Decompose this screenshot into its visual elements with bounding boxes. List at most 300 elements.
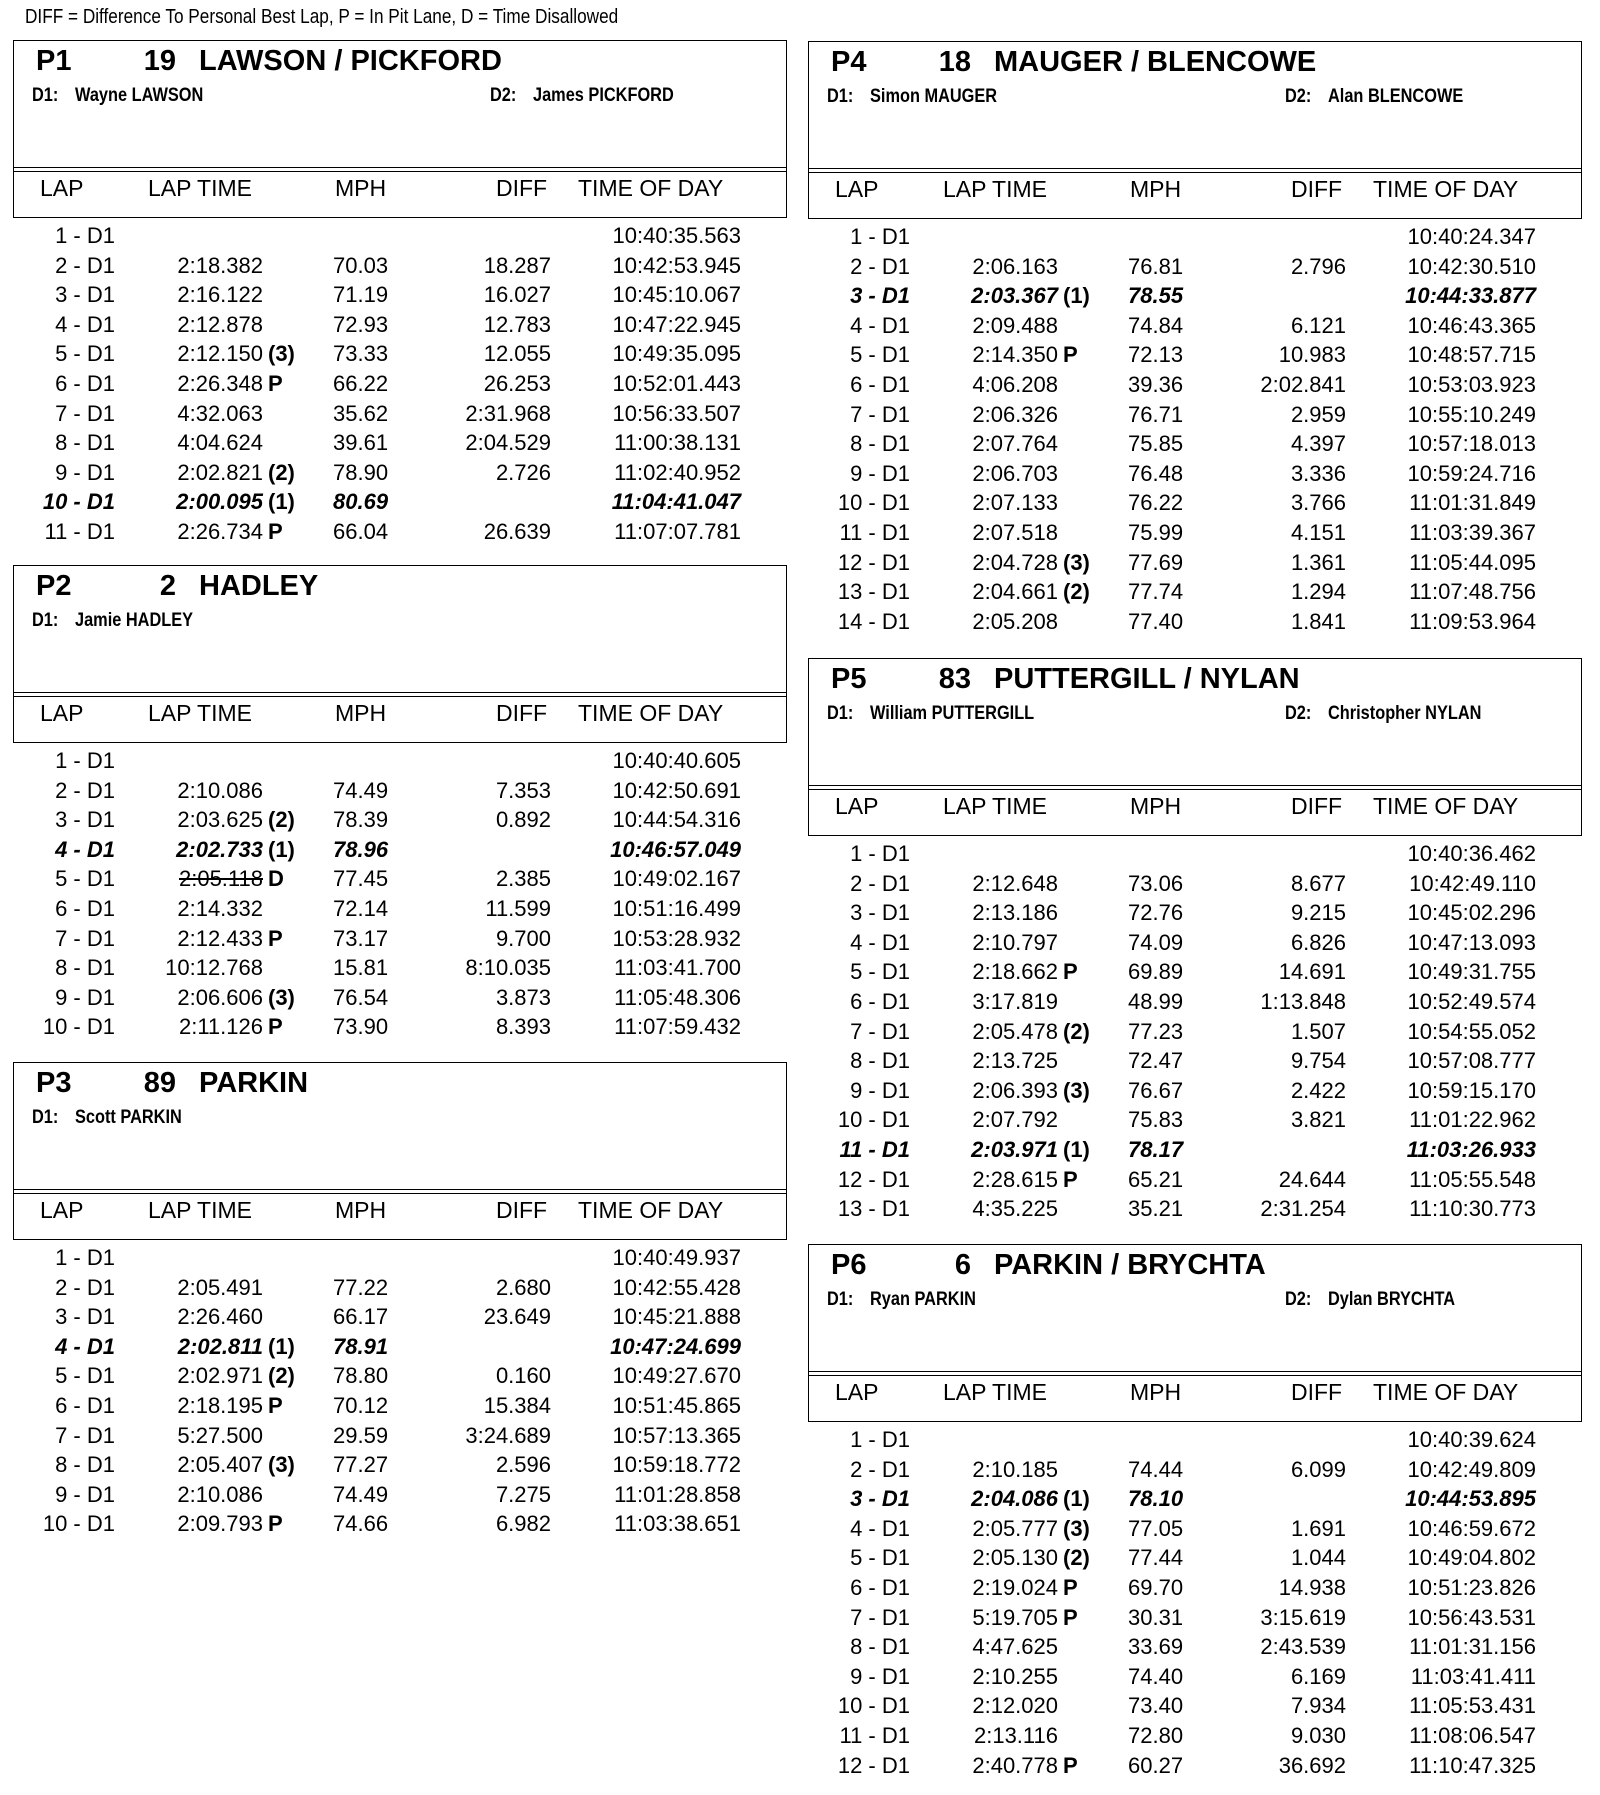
lap-number: 5 - D1 bbox=[55, 1363, 115, 1389]
lap-row bbox=[808, 928, 1582, 958]
lap-number: 12 - D1 bbox=[837, 1166, 910, 1192]
lap-mph: 72.13 bbox=[1128, 342, 1184, 368]
lap-time: 2:18.662 bbox=[972, 959, 1058, 985]
lap-time-of-day: 11:01:31.156 bbox=[1409, 1634, 1536, 1660]
lap-mph: 72.76 bbox=[1128, 900, 1184, 926]
lap-time-of-day: 10:40:40.605 bbox=[612, 748, 741, 773]
lap-mph: 33.69 bbox=[1128, 1634, 1184, 1660]
lap-diff: 4.397 bbox=[1290, 431, 1346, 457]
driver-2 bbox=[490, 85, 674, 107]
lap-mph: 73.40 bbox=[1128, 1693, 1184, 1719]
lap-row bbox=[13, 458, 787, 488]
lap-marker: P bbox=[1063, 1604, 1078, 1630]
lap-marker: P bbox=[1063, 1574, 1078, 1600]
driver-1 bbox=[827, 86, 997, 108]
lap-mph: 80.69 bbox=[333, 489, 389, 515]
lap-number: 8 - D1 bbox=[850, 431, 910, 457]
lap-time-of-day: 10:56:43.531 bbox=[1407, 1604, 1536, 1630]
lap-time: 2:19.024 bbox=[972, 1574, 1058, 1600]
lap-mph: 73.90 bbox=[333, 1014, 389, 1040]
lap-time-of-day: 10:48:57.715 bbox=[1407, 342, 1536, 368]
lap-diff: 8:10.035 bbox=[465, 955, 551, 981]
lap-time: 2:04.661 bbox=[972, 579, 1058, 605]
panel-header bbox=[808, 658, 1582, 836]
lap-mph: 77.23 bbox=[1128, 1018, 1184, 1044]
lap-number: 6 - D1 bbox=[850, 988, 910, 1014]
lap-number: 6 - D1 bbox=[55, 895, 115, 921]
lap-mph: 48.99 bbox=[1128, 988, 1184, 1014]
lap-mph: 30.31 bbox=[1128, 1604, 1184, 1630]
lap-diff: 1.044 bbox=[1290, 1545, 1346, 1571]
lap-time: 2:10.797 bbox=[972, 929, 1058, 955]
lap-diff: 2.959 bbox=[1290, 401, 1346, 427]
lap-table bbox=[808, 222, 1582, 636]
lap-marker: (3) bbox=[1063, 549, 1090, 575]
lap-diff: 3.336 bbox=[1290, 460, 1346, 486]
lap-marker: (1) bbox=[1063, 283, 1090, 309]
lap-number: 2 - D1 bbox=[55, 252, 115, 278]
lap-time-of-day: 10:42:50.691 bbox=[612, 777, 741, 803]
col-header-time-of-day: TIME OF DAY bbox=[578, 700, 724, 726]
lap-number: 5 - D1 bbox=[850, 959, 910, 985]
lap-row bbox=[808, 869, 1582, 899]
lap-diff: 2.726 bbox=[495, 459, 551, 485]
lap-mph: 66.04 bbox=[333, 518, 389, 544]
lap-number: 3 - D1 bbox=[55, 807, 115, 833]
panel-header bbox=[13, 40, 787, 218]
lap-diff: 1.294 bbox=[1290, 579, 1346, 605]
lap-number: 9 - D1 bbox=[55, 984, 115, 1010]
lap-time: 10:12.768 bbox=[165, 955, 263, 981]
lap-diff: 26.639 bbox=[483, 518, 551, 544]
lap-row bbox=[13, 864, 787, 894]
lap-row bbox=[808, 957, 1582, 987]
lap-number: 13 - D1 bbox=[837, 579, 910, 605]
lap-mph: 72.14 bbox=[333, 895, 389, 921]
lap-number: 7 - D1 bbox=[850, 401, 910, 427]
lap-time-of-day: 10:55:10.249 bbox=[1407, 401, 1536, 427]
lap-time: 3:17.819 bbox=[972, 988, 1058, 1014]
lap-time-of-day: 10:53:03.923 bbox=[1407, 371, 1536, 397]
lap-time: 5:27.500 bbox=[177, 1422, 263, 1448]
lap-number: 4 - D1 bbox=[55, 836, 115, 862]
lap-mph: 78.10 bbox=[1128, 1486, 1184, 1512]
lap-mph: 69.70 bbox=[1128, 1574, 1184, 1600]
lap-time-of-day: 10:46:59.672 bbox=[1407, 1515, 1536, 1541]
lap-diff: 2.680 bbox=[495, 1274, 551, 1300]
finishing-position: P1 bbox=[36, 45, 72, 77]
col-header-time-of-day: TIME OF DAY bbox=[1373, 176, 1519, 202]
lap-time-of-day: 11:03:38.651 bbox=[614, 1511, 741, 1537]
lap-time-of-day: 11:04:41.047 bbox=[611, 489, 741, 515]
lap-marker: P bbox=[1063, 342, 1078, 368]
lap-row bbox=[808, 1543, 1582, 1573]
lap-diff: 2.422 bbox=[1290, 1077, 1346, 1103]
lap-time: 2:12.150 bbox=[177, 341, 263, 367]
lap-number: 11 - D1 bbox=[839, 1136, 910, 1162]
lap-time-of-day: 10:40:36.462 bbox=[1407, 841, 1536, 866]
col-header-mph: MPH bbox=[1130, 1379, 1182, 1405]
lap-row bbox=[13, 835, 787, 865]
driver-1 bbox=[827, 703, 1034, 725]
lap-diff: 3:15.619 bbox=[1260, 1604, 1346, 1630]
lap-row bbox=[808, 281, 1582, 311]
col-header-lap-time: LAP TIME bbox=[148, 175, 252, 201]
lap-number: 9 - D1 bbox=[55, 459, 115, 485]
lap-time: 2:06.703 bbox=[972, 460, 1058, 486]
lap-time: 2:06.606 bbox=[177, 984, 263, 1010]
col-header-diff: DIFF bbox=[496, 1197, 548, 1223]
lap-mph: 77.69 bbox=[1128, 549, 1184, 575]
lap-time-of-day: 10:42:30.510 bbox=[1407, 253, 1536, 279]
lap-marker: (1) bbox=[268, 836, 295, 862]
lap-time: 2:06.326 bbox=[972, 401, 1058, 427]
lap-marker: (2) bbox=[268, 459, 295, 485]
lap-diff: 6.982 bbox=[495, 1511, 551, 1537]
lap-time: 2:05.491 bbox=[177, 1274, 263, 1300]
lap-number: 6 - D1 bbox=[55, 1392, 115, 1418]
lap-marker: (2) bbox=[1063, 579, 1090, 605]
finishing-position: P4 bbox=[831, 46, 867, 78]
lap-time-of-day: 10:44:53.895 bbox=[1405, 1486, 1536, 1512]
lap-number: 4 - D1 bbox=[850, 312, 910, 338]
lap-diff: 15.384 bbox=[483, 1392, 551, 1418]
lap-row bbox=[13, 428, 787, 458]
header-divider bbox=[14, 1189, 786, 1194]
lap-time-of-day: 10:47:24.699 bbox=[610, 1333, 741, 1359]
lap-time-of-day: 10:57:18.013 bbox=[1407, 431, 1536, 457]
col-header-time-of-day: TIME OF DAY bbox=[1373, 793, 1519, 819]
lap-time-of-day: 10:53:28.932 bbox=[612, 925, 741, 951]
lap-diff: 9.754 bbox=[1290, 1048, 1346, 1074]
lap-time-of-day: 10:52:01.443 bbox=[612, 370, 741, 396]
lap-row bbox=[13, 983, 787, 1013]
lap-row bbox=[808, 1721, 1582, 1751]
col-header-lap: LAP bbox=[40, 700, 84, 726]
lap-number: 9 - D1 bbox=[850, 1077, 910, 1103]
col-header-mph: MPH bbox=[335, 700, 387, 726]
lap-diff: 1.691 bbox=[1290, 1515, 1346, 1541]
col-header-lap-time: LAP TIME bbox=[148, 1197, 252, 1223]
driver-1-label: D1: bbox=[32, 610, 59, 631]
car-number: 83 bbox=[938, 663, 971, 695]
lap-row bbox=[808, 518, 1582, 548]
driver-1-label: D1: bbox=[827, 1289, 854, 1310]
lap-number: 7 - D1 bbox=[55, 400, 115, 426]
lap-number: 1 - D1 bbox=[850, 224, 910, 249]
lap-time: 2:40.778 bbox=[972, 1752, 1058, 1778]
lap-time: 2:09.488 bbox=[972, 312, 1058, 338]
lap-table bbox=[13, 1243, 787, 1539]
lap-time: 2:03.971 bbox=[971, 1136, 1058, 1162]
lap-row bbox=[808, 252, 1582, 282]
lap-number: 3 - D1 bbox=[55, 1304, 115, 1330]
lap-mph: 66.17 bbox=[333, 1304, 389, 1330]
lap-number: 2 - D1 bbox=[55, 777, 115, 803]
lap-marker: (2) bbox=[268, 807, 295, 833]
lap-time-of-day: 10:40:35.563 bbox=[612, 223, 741, 248]
lap-time-of-day: 10:51:23.826 bbox=[1407, 1574, 1536, 1600]
panel-header bbox=[13, 565, 787, 743]
panel-header bbox=[13, 1062, 787, 1240]
lap-number: 11 - D1 bbox=[839, 1722, 910, 1748]
lap-time-of-day: 10:45:10.067 bbox=[612, 282, 741, 308]
lap-marker: (1) bbox=[1063, 1136, 1090, 1162]
finishing-position: P6 bbox=[831, 1249, 867, 1281]
lap-row bbox=[13, 399, 787, 429]
lap-time: 2:18.382 bbox=[177, 252, 263, 278]
lap-time: 2:05.478 bbox=[972, 1018, 1058, 1044]
lap-mph: 70.12 bbox=[333, 1392, 389, 1418]
driver-1 bbox=[32, 85, 203, 107]
lap-mph: 74.40 bbox=[1128, 1663, 1184, 1689]
lap-diff: 2.385 bbox=[495, 866, 551, 892]
lap-time-of-day: 11:10:47.325 bbox=[1409, 1752, 1536, 1778]
lap-diff: 2:31.968 bbox=[465, 400, 551, 426]
lap-time-of-day: 11:03:39.367 bbox=[1409, 519, 1536, 545]
lap-mph: 74.49 bbox=[333, 777, 389, 803]
lap-row bbox=[13, 1509, 787, 1539]
lap-time-of-day: 11:07:48.756 bbox=[1409, 579, 1536, 605]
lap-number: 2 - D1 bbox=[850, 870, 910, 896]
lap-diff: 7.934 bbox=[1290, 1693, 1346, 1719]
lap-time: 4:32.063 bbox=[177, 400, 263, 426]
lap-row bbox=[13, 1480, 787, 1510]
finishing-position: P3 bbox=[36, 1067, 72, 1099]
lap-time: 2:14.350 bbox=[972, 342, 1058, 368]
driver-2 bbox=[1285, 86, 1463, 108]
lap-number: 3 - D1 bbox=[850, 1486, 910, 1512]
lap-time-of-day: 11:01:28.858 bbox=[614, 1481, 741, 1507]
lap-time: 2:16.122 bbox=[177, 282, 263, 308]
lap-mph: 78.55 bbox=[1128, 283, 1184, 309]
lap-time-of-day: 10:42:49.110 bbox=[1409, 870, 1536, 896]
lap-time: 2:13.725 bbox=[972, 1048, 1058, 1074]
car-number: 89 bbox=[143, 1067, 176, 1099]
driver-1-name: Wayne LAWSON bbox=[75, 85, 204, 106]
team-name: HADLEY bbox=[199, 570, 319, 602]
lap-marker: P bbox=[268, 370, 283, 396]
driver-2 bbox=[490, 610, 533, 632]
lap-mph: 76.22 bbox=[1128, 490, 1184, 516]
lap-row bbox=[808, 311, 1582, 341]
lap-diff: 12.055 bbox=[483, 341, 551, 367]
lap-row bbox=[13, 776, 787, 806]
lap-number: 5 - D1 bbox=[55, 341, 115, 367]
lap-number: 2 - D1 bbox=[850, 1456, 910, 1482]
lap-diff: 26.253 bbox=[483, 370, 551, 396]
lap-time: 2:06.163 bbox=[972, 253, 1058, 279]
lap-diff: 2:04.529 bbox=[465, 430, 551, 456]
lap-time: 2:26.734 bbox=[177, 518, 263, 544]
lap-marker: D bbox=[268, 866, 284, 892]
lap-mph: 76.67 bbox=[1128, 1077, 1184, 1103]
lap-time: 2:12.878 bbox=[177, 311, 263, 337]
lap-diff: 2:02.841 bbox=[1260, 371, 1346, 397]
lap-row bbox=[13, 251, 787, 281]
col-header-lap: LAP bbox=[40, 1197, 84, 1223]
lap-number: 7 - D1 bbox=[55, 925, 115, 951]
lap-row bbox=[808, 1165, 1582, 1195]
lap-number: 6 - D1 bbox=[850, 371, 910, 397]
lap-time-of-day: 10:49:31.755 bbox=[1407, 959, 1536, 985]
lap-mph: 66.22 bbox=[333, 370, 389, 396]
lap-mph: 78.91 bbox=[333, 1333, 389, 1359]
lap-marker: (3) bbox=[1063, 1077, 1090, 1103]
lap-row bbox=[808, 1514, 1582, 1544]
lap-time-of-day: 10:46:43.365 bbox=[1407, 312, 1536, 338]
lap-mph: 73.06 bbox=[1128, 870, 1184, 896]
lap-number: 10 - D1 bbox=[837, 490, 910, 516]
lap-diff: 1.361 bbox=[1290, 549, 1346, 575]
lap-time: 2:05.118 bbox=[178, 866, 263, 892]
lap-row bbox=[808, 1425, 1582, 1455]
lap-time: 4:06.208 bbox=[972, 371, 1058, 397]
driver-2 bbox=[1285, 703, 1481, 725]
driver-1-name: Scott PARKIN bbox=[75, 1107, 182, 1128]
driver-2 bbox=[490, 1107, 533, 1129]
lap-time-of-day: 10:45:02.296 bbox=[1407, 900, 1536, 926]
driver-2-label: D2: bbox=[490, 85, 517, 106]
lap-time: 2:13.186 bbox=[972, 900, 1058, 926]
lap-row bbox=[808, 429, 1582, 459]
lap-row bbox=[13, 1421, 787, 1451]
lap-time-of-day: 11:01:22.962 bbox=[1409, 1107, 1536, 1133]
col-header-lap-time: LAP TIME bbox=[943, 1379, 1047, 1405]
lap-time-of-day: 11:09:53.964 bbox=[1409, 608, 1536, 634]
lap-diff: 18.287 bbox=[483, 252, 551, 278]
lap-number: 8 - D1 bbox=[850, 1634, 910, 1660]
driver-1-label: D1: bbox=[32, 1107, 59, 1128]
lap-row bbox=[13, 1361, 787, 1391]
finishing-position: P2 bbox=[36, 570, 72, 602]
lap-time: 4:04.624 bbox=[177, 430, 263, 456]
lap-row bbox=[808, 400, 1582, 430]
lap-number: 6 - D1 bbox=[55, 370, 115, 396]
lap-time-of-day: 10:59:18.772 bbox=[612, 1452, 741, 1478]
lap-row bbox=[13, 339, 787, 369]
lap-number: 10 - D1 bbox=[42, 489, 115, 515]
lap-mph: 75.83 bbox=[1128, 1107, 1184, 1133]
team-name: PUTTERGILL / NYLAN bbox=[994, 663, 1300, 695]
col-header-diff: DIFF bbox=[1291, 176, 1343, 202]
lap-row bbox=[13, 517, 787, 547]
lap-mph: 74.84 bbox=[1128, 312, 1184, 338]
lap-mph: 76.71 bbox=[1128, 401, 1184, 427]
lap-number: 13 - D1 bbox=[837, 1196, 910, 1222]
lap-mph: 65.21 bbox=[1128, 1166, 1184, 1192]
lap-time-of-day: 10:40:24.347 bbox=[1407, 224, 1536, 249]
col-header-lap: LAP bbox=[835, 176, 879, 202]
lap-mph: 71.19 bbox=[333, 282, 389, 308]
driver-2-name: Dylan BRYCHTA bbox=[1328, 1289, 1456, 1310]
panel-header bbox=[808, 41, 1582, 219]
lap-mph: 76.81 bbox=[1128, 253, 1184, 279]
lap-time: 2:10.086 bbox=[177, 1481, 263, 1507]
lap-number: 11 - D1 bbox=[44, 518, 115, 544]
col-header-diff: DIFF bbox=[496, 175, 548, 201]
lap-marker: (1) bbox=[268, 489, 295, 515]
col-header-time-of-day: TIME OF DAY bbox=[578, 175, 724, 201]
lap-row bbox=[808, 839, 1582, 869]
driver-1-name: Simon MAUGER bbox=[870, 86, 998, 107]
lap-mph: 74.09 bbox=[1128, 929, 1184, 955]
lap-number: 7 - D1 bbox=[850, 1018, 910, 1044]
driver-2-label: D2: bbox=[1285, 703, 1312, 724]
lap-number: 8 - D1 bbox=[850, 1048, 910, 1074]
lap-time: 2:11.126 bbox=[178, 1014, 263, 1040]
lap-row bbox=[13, 280, 787, 310]
lap-marker: (1) bbox=[268, 1333, 295, 1359]
lap-time-of-day: 11:03:26.933 bbox=[1406, 1136, 1536, 1162]
lap-number: 7 - D1 bbox=[55, 1422, 115, 1448]
lap-time-of-day: 10:59:24.716 bbox=[1407, 460, 1536, 486]
lap-diff: 7.275 bbox=[495, 1481, 551, 1507]
lap-mph: 76.48 bbox=[1128, 460, 1184, 486]
lap-diff: 2:43.539 bbox=[1260, 1634, 1346, 1660]
lap-row bbox=[808, 1105, 1582, 1135]
header-divider bbox=[809, 785, 1581, 790]
lap-time-of-day: 10:56:33.507 bbox=[612, 400, 741, 426]
lap-mph: 69.89 bbox=[1128, 959, 1184, 985]
lap-mph: 75.99 bbox=[1128, 519, 1184, 545]
lap-diff: 0.892 bbox=[495, 807, 551, 833]
lap-row bbox=[808, 222, 1582, 252]
lap-number: 3 - D1 bbox=[850, 900, 910, 926]
lap-number: 2 - D1 bbox=[850, 253, 910, 279]
lap-time: 4:47.625 bbox=[972, 1634, 1058, 1660]
team-name: PARKIN / BRYCHTA bbox=[994, 1249, 1266, 1281]
col-header-diff: DIFF bbox=[1291, 793, 1343, 819]
lap-number: 2 - D1 bbox=[55, 1274, 115, 1300]
car-number: 2 bbox=[159, 570, 176, 602]
lap-time: 2:04.728 bbox=[972, 549, 1058, 575]
lap-diff: 36.692 bbox=[1278, 1752, 1346, 1778]
lap-marker: (2) bbox=[268, 1363, 295, 1389]
lap-number: 1 - D1 bbox=[55, 748, 115, 773]
lap-time-of-day: 10:59:15.170 bbox=[1407, 1077, 1536, 1103]
lap-row bbox=[808, 1573, 1582, 1603]
driver-2-name: James PICKFORD bbox=[533, 85, 674, 106]
car-number: 19 bbox=[143, 45, 176, 77]
lap-number: 4 - D1 bbox=[850, 1515, 910, 1541]
lap-diff: 23.649 bbox=[483, 1304, 551, 1330]
lap-row bbox=[808, 987, 1582, 1017]
driver-1 bbox=[32, 610, 193, 632]
lap-time: 2:02.811 bbox=[177, 1333, 263, 1359]
lap-diff: 1.507 bbox=[1290, 1018, 1346, 1044]
lap-time-of-day: 11:07:59.432 bbox=[614, 1014, 741, 1040]
lap-number: 10 - D1 bbox=[42, 1014, 115, 1040]
lap-mph: 77.40 bbox=[1128, 608, 1184, 634]
lap-row bbox=[808, 370, 1582, 400]
lap-time: 2:05.208 bbox=[972, 608, 1058, 634]
lap-time: 2:07.764 bbox=[972, 431, 1058, 457]
lap-time-of-day: 11:05:44.095 bbox=[1409, 549, 1536, 575]
lap-diff: 6.826 bbox=[1290, 929, 1346, 955]
lap-number: 3 - D1 bbox=[850, 283, 910, 309]
lap-mph: 76.54 bbox=[333, 984, 389, 1010]
driver-2-name: Alan BLENCOWE bbox=[1328, 86, 1464, 107]
lap-marker: (2) bbox=[1063, 1545, 1090, 1571]
lap-marker: P bbox=[1063, 959, 1078, 985]
lap-time-of-day: 11:07:07.781 bbox=[614, 518, 741, 544]
lap-diff: 3.766 bbox=[1290, 490, 1346, 516]
lap-time: 2:07.518 bbox=[972, 519, 1058, 545]
lap-mph: 78.90 bbox=[333, 459, 389, 485]
lap-time: 2:03.367 bbox=[971, 283, 1058, 309]
lap-table bbox=[808, 839, 1582, 1224]
